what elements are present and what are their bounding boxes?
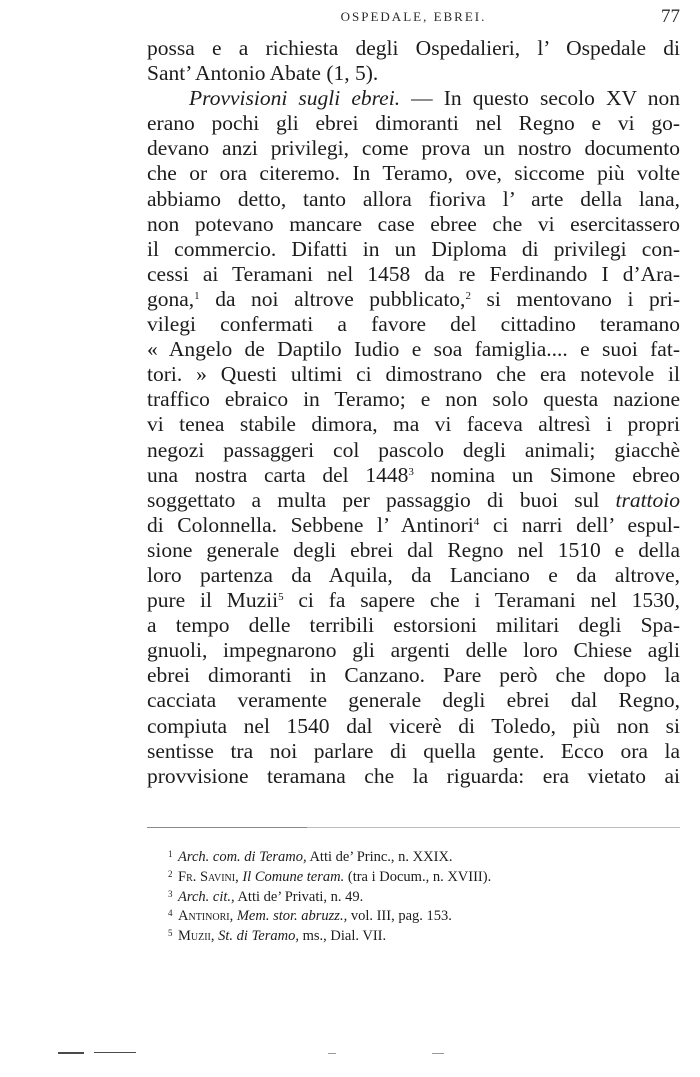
text-run: nomina un Simone ebreo: [413, 462, 680, 487]
text-line: sentisse tra noi parlare di quella gente. Ecco ora la: [147, 738, 680, 763]
text-line: vi tenea stabile dimora, ma vi faceva altresì i propri: [147, 412, 680, 437]
text-line: a tempo delle terribili estorsioni militari degli Spa-: [147, 613, 680, 638]
text-line: non potevano mancare case ebree che vi esercitassero: [147, 211, 680, 236]
text-run: pure il Muzii: [147, 588, 279, 613]
scan-mark: [58, 1052, 84, 1054]
footnote: [168, 907, 680, 927]
footnote-source: St. di Teramo,: [214, 928, 299, 945]
text-line: [147, 86, 680, 111]
footnote: [168, 888, 680, 908]
text-line: ebrei dimoranti in Canzano. Pare però che dopo la: [147, 663, 680, 688]
text-run: di Colonnella. Sebbene l’ Antinori: [147, 512, 474, 537]
page-header: [147, 6, 680, 30]
text-line: gnuoli, impegnarono gli argenti delle loro Chiese agli: [147, 638, 680, 663]
text-line: possa e a richiesta degli Ospedalieri, l’ Ospedale di: [147, 36, 680, 60]
text-run: si mentovano i pri-: [470, 286, 680, 311]
text-run: — In questo secolo XV non: [400, 86, 680, 111]
text-line: [147, 513, 680, 538]
footnote-mark: 1: [168, 849, 173, 859]
text-line: loro partenza da Aquila, da Lanciano e da altrove,: [147, 562, 680, 587]
footnote-author: Antinori,: [178, 908, 234, 925]
text-run: gona,: [147, 286, 195, 311]
paragraph-jews: [147, 86, 680, 789]
footnote-source: Arch. com. di Teramo,: [178, 849, 307, 865]
footnote-ref: 5: [278, 591, 284, 604]
footnote-ref: 4: [473, 515, 480, 528]
text-line: traffico ebraico in Teramo; e non solo questa nazione: [147, 387, 680, 412]
footnote-source: Il Comune teram.: [238, 868, 345, 885]
footnote: [168, 848, 680, 868]
footnote-author: Muzii,: [178, 928, 215, 945]
text-line: devano anzi privilegi, come prova un nostro documento: [147, 136, 680, 161]
footnote-mark: 2: [168, 868, 173, 879]
text-line: che or ora citeremo. In Teramo, ove, siccome più volte: [147, 161, 680, 186]
footnote-detail: ms., Dial. VII.: [298, 928, 387, 945]
text-line: provvisione teramana che la riguarda: era vietato ai: [147, 763, 680, 788]
text-line: erano pochi gli ebrei dimoranti nel Regno e vi go-: [147, 111, 680, 136]
text-line: [147, 287, 680, 312]
text-line: il commercio. Difatti in un Diploma di privilegi con-: [147, 236, 680, 261]
text-line: [147, 463, 680, 488]
footnote-detail: vol. III, pag. 153.: [347, 908, 452, 925]
text-run: ci narri dell’ espul-: [479, 512, 680, 537]
footnote: [168, 927, 680, 947]
text-run: ci fa sapere che i Teramani nel 1530,: [283, 588, 680, 613]
footnote-mark: 3: [168, 888, 173, 899]
text-line: cacciata veramente generale degli ebrei dal Regno,: [147, 688, 680, 713]
footnote-rule-accent: [147, 827, 307, 828]
body-text: [147, 36, 680, 789]
text-run: una nostra carta del 1448: [147, 462, 409, 487]
footnote-source: Arch. cit.,: [178, 888, 235, 905]
text-line: [147, 588, 680, 613]
text-line: « Angelo de Daptilo Iudio e soa famiglia.... e suoi fat-: [147, 337, 680, 362]
text-run: da noi altrove pubblicato,: [199, 286, 466, 311]
footnote: [168, 868, 680, 888]
footnote-source: Mem. stor. abruzz.,: [233, 908, 348, 925]
page-number: 77: [661, 6, 680, 27]
running-head: OSPEDALE, EBREI.: [340, 9, 487, 24]
footnote-detail: (tra i Docum., n. XVIII).: [344, 868, 492, 885]
text-line: abbiamo detto, tanto allora fioriva l’ arte della lana,: [147, 186, 680, 211]
scan-mark: [328, 1053, 336, 1054]
paragraph-hospital: [147, 36, 680, 86]
footnote-ref: 2: [465, 289, 471, 302]
footnote-detail: Atti de’ Privati, n. 49.: [234, 888, 364, 905]
text-line: cessi ai Teramani nel 1458 da re Ferdinando I d’Ara-: [147, 261, 680, 286]
text-line: tori. » Questi ultimi ci dimostrano che era notevole il: [147, 362, 680, 387]
footnote-detail: Atti de’ Princ., n. XXIX.: [306, 849, 453, 865]
section-title: Provvisioni sugli ebrei.: [189, 86, 401, 111]
footnote-ref: 1: [194, 289, 200, 302]
text-line: negozi passaggeri col pascolo degli animali; giacchè: [147, 437, 680, 462]
text-line: Sant’ Antonio Abate (1, 5).: [147, 61, 379, 86]
italic-term: trattoio: [615, 487, 680, 512]
footnotes: [168, 848, 680, 947]
footnote-mark: 4: [168, 908, 173, 919]
text-run: soggettato a multa per passaggio di buoi sul: [147, 487, 616, 512]
scan-mark: [432, 1053, 444, 1054]
footnote-ref: 3: [408, 465, 414, 478]
text-line: [147, 488, 680, 513]
footnote-mark: 5: [168, 928, 173, 939]
footnote-author: Fr. Savini,: [178, 868, 239, 885]
text-line: sione generale degli ebrei dal Regno nel 1510 e della: [147, 537, 680, 562]
text-line: compiuta nel 1540 dal vicerè di Toledo, più non si: [147, 713, 680, 738]
scan-mark: [94, 1052, 136, 1053]
text-line: vilegi confermati a favore del cittadino teramano: [147, 312, 680, 337]
